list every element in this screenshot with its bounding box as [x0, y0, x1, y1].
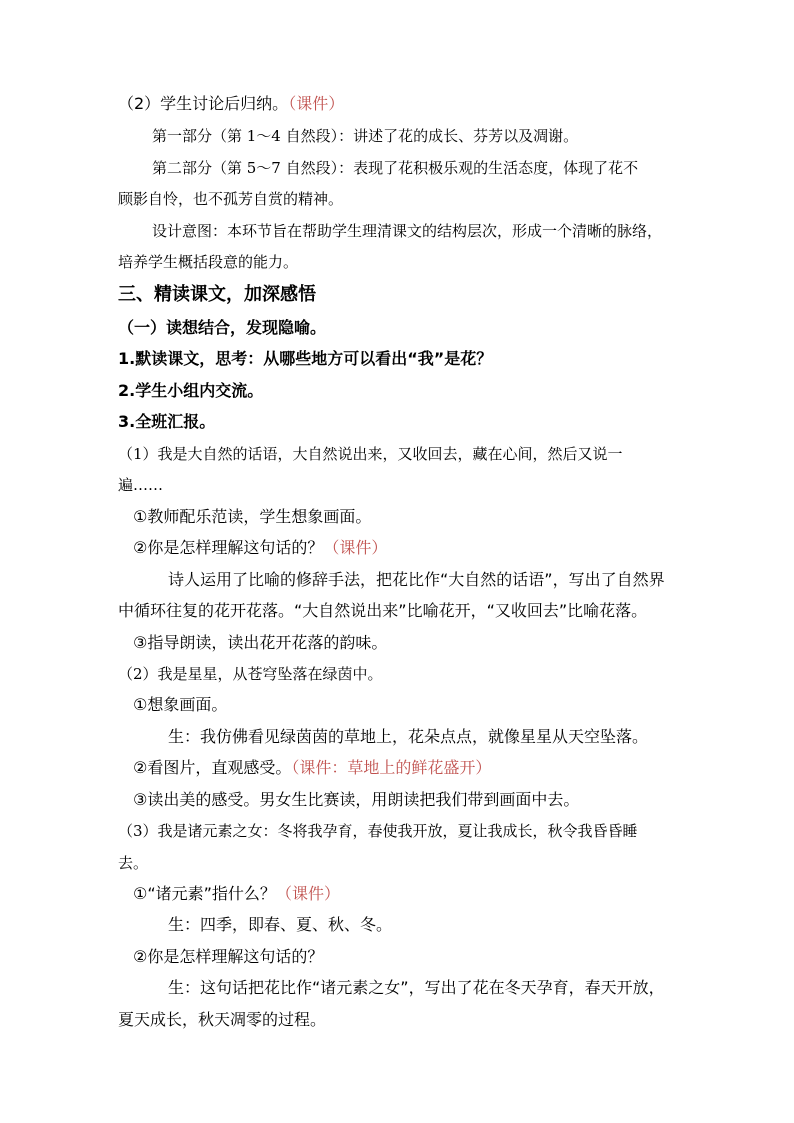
text-line: 诗人运用了比喻的修辞手法，把花比作“大自然的话语”，写出了自然界 — [168, 570, 665, 589]
text-line: 生：四季，即春、夏、秋、冬。 — [168, 915, 393, 934]
text-line: （2）学生讨论后归纳。（课件） — [118, 94, 345, 113]
step-heading: 1.默读课文，思考：从哪些地方可以看出“我”是花？ — [118, 349, 493, 368]
text-line: 生：这句话把花比作“诸元素之女”，写出了花在冬天孕育，春天开放， — [168, 978, 665, 997]
text-line: （1）我是大自然的话语，大自然说出来，又收回去，藏在心间，然后又说一 — [118, 445, 623, 463]
text-line: 去。 — [118, 854, 149, 872]
text-line: ③指导朗读，读出花开花落的韵味。 — [133, 633, 388, 652]
text-line: 生：我仿佛看见绿茵茵的草地上，花朵点点，就像星星从天空坠落。 — [168, 727, 649, 746]
step-heading: 2.学生小组内交流。 — [118, 381, 264, 400]
courseware-note: （课件：草地上的鲜花盛开） — [291, 758, 492, 777]
text-line: 顾影自怜，也不孤芳自赏的精神。 — [118, 190, 344, 208]
text-line: 第二部分（第 5～7 自然段）：表现了花积极乐观的生活态度，体现了花不 — [152, 159, 639, 177]
text-line: ②看图片，直观感受。（课件：草地上的鲜花盛开） — [133, 758, 492, 777]
courseware-note: （课件） — [275, 884, 340, 903]
text-line: ①“诸元素”指什么？（课件） — [133, 884, 340, 903]
text-line: ③读出美的感受。男女生比赛读，用朗读把我们带到画面中去。 — [133, 790, 580, 809]
step-heading: 3.全班汇报。 — [118, 412, 216, 431]
text-line: ②你是怎样理解这句话的？ — [133, 947, 324, 966]
text-line: （3）我是诸元素之女：冬将我孕育，春使我开放，夏让我成长，秋令我昏昏睡 — [118, 822, 638, 840]
text-line: ①想象画面。 — [133, 695, 228, 714]
text-line: ②你是怎样理解这句话的？（课件） — [133, 538, 388, 557]
section-heading: 三、精读课文，加深感悟 — [118, 284, 316, 305]
courseware-note: （课件） — [323, 538, 388, 557]
text-line: 夏天成长，秋天凋零的过程。 — [118, 1010, 327, 1029]
courseware-note: （课件） — [288, 94, 345, 113]
text-line: （2）我是星星，从苍穹坠落在绿茵中。 — [118, 665, 383, 683]
text-line: 设计意图：本环节旨在帮助学生理清课文的结构层次，形成一个清晰的脉络， — [152, 222, 663, 240]
subsection-heading: （一）读想结合，发现隐喻。 — [118, 318, 327, 337]
text-line: 遍…… — [118, 476, 164, 494]
text-line: 中循环往复的花开花落。“大自然说出来”比喻花开，“又收回去”比喻花落。 — [118, 601, 648, 620]
text-line: 第一部分（第 1～4 自然段）：讲述了花的成长、芬芳以及凋谢。 — [152, 127, 579, 145]
text-line: ①教师配乐范读，学生想象画面。 — [133, 507, 372, 526]
text-line: 培养学生概括段意的能力。 — [118, 253, 299, 271]
